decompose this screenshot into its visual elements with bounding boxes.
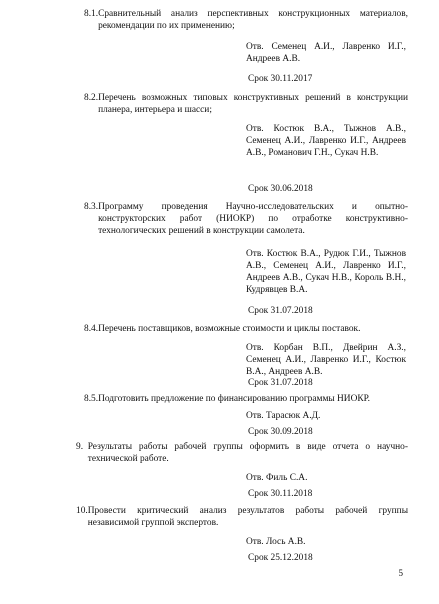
item-responsible: Отв. Костюк В.А., Тыжнов А.В., Семенец А.И., Лавренко И.Г., Андреев А.В., Романович Г.Н., Сукач Н.В. [246,124,406,158]
item-number: 10. [76,506,88,516]
item-responsible: Отв. Филь С.А. [246,473,308,483]
list-item-10 [76,505,408,529]
item-text: Подготовить предложение по финансированию программы НИОКР. [98,394,370,404]
item-deadline: Срок 30.06.2018 [248,184,313,194]
list-item-8-5 [84,393,408,405]
item-number: 9. [76,442,88,452]
item-number: 8.4. [84,324,99,334]
item-heading [84,92,408,116]
item-heading [84,201,408,237]
item-text: Провести критический анализ результатов работы рабочей группы независимой группой экспертов. [87,506,408,528]
item-responsible: Отв. Корбан В.П., Двейрин А.З., Семенец А.И., Лавренко И.Г., Костюк В.А., Андреев А.В. [246,343,406,377]
item-deadline: Срок 31.07.2018 [248,378,313,388]
list-item-8-1 [84,8,408,32]
item-text: Результаты работы рабочей группы оформить в виде отчета о научно-технической работе. [87,442,408,464]
item-heading [76,441,408,465]
list-item-9 [76,441,408,465]
list-item-8-2 [84,92,408,116]
item-responsible: Отв. Лось А.В. [246,537,306,547]
item-heading [84,393,408,405]
item-number: 8.5. [84,394,99,404]
item-deadline: Срок 25.12.2018 [248,553,313,563]
item-number: 8.2. [84,93,99,103]
page-number: 5 [398,568,403,578]
list-item-8-3 [84,201,408,237]
item-deadline: Срок 30.09.2018 [248,427,313,437]
item-number: 8.3. [84,202,99,212]
item-heading [76,505,408,529]
item-number: 8.1. [84,9,99,19]
item-responsible: Отв. Семенец А.И., Лавренко И.Г., Андреев А.В. [246,42,406,64]
item-text: Программу проведения Научно-исследовательских и опытно-конструкторских работ (НИОКР) по отработке конструктивно-технологических решений в конструкции самолета. [98,202,408,236]
item-heading [84,8,408,32]
item-heading [84,323,408,335]
item-responsible: Отв. Тарасюк А.Д. [246,411,321,421]
item-text: Перечень возможных типовых конструктивных решений в конструкции планера, интерьера и шасси; [98,93,408,115]
item-text: Перечень поставщиков, возможные стоимости и циклы поставок. [98,324,361,334]
item-deadline: Срок 30.11.2018 [248,489,313,499]
item-text: Сравнительный анализ перспективных конструкционных материалов, рекомендации по их применению; [98,9,408,31]
list-item-8-4 [84,323,408,335]
item-deadline: Срок 30.11.2017 [248,74,313,84]
item-deadline: Срок 31.07.2018 [248,306,313,316]
item-responsible: Отв. Костюк В.А., Рудюк Г.И., Тыжнов А.В., Семенец А.И., Лавренко И.Г., Андреев А.В., Сукач Н.В., Король В.Н., Кудрявцев В.А. [246,249,406,295]
